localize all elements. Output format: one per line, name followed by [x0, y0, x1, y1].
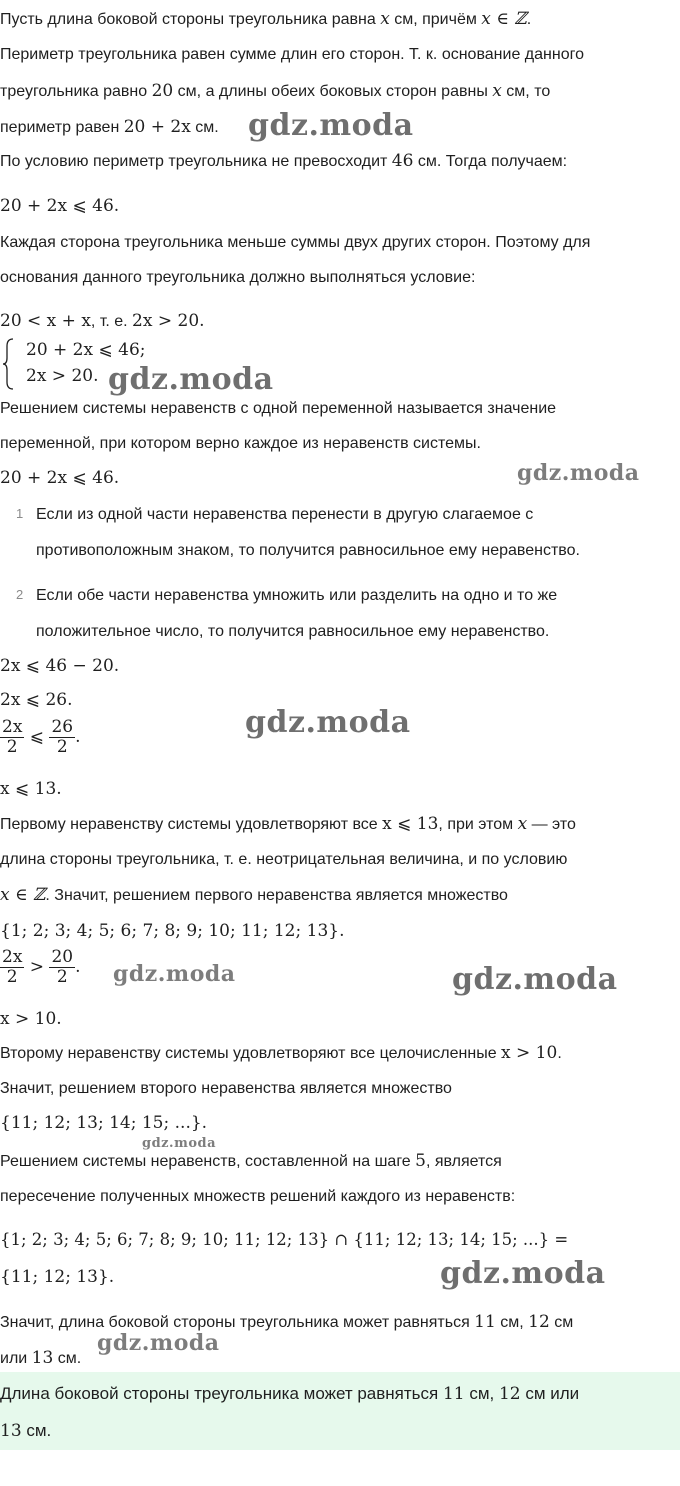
text-line — [0, 1150, 676, 1173]
text-line — [0, 884, 676, 907]
formula: 2x ⩽ 46 − 20. — [0, 656, 120, 676]
math: 11 — [474, 1312, 496, 1332]
math: 12 — [528, 1312, 550, 1332]
text: периметр равен — [0, 119, 124, 136]
text: , является — [425, 1153, 502, 1170]
text: см, — [464, 1384, 499, 1403]
text-line: длина стороны треугольника, т. е. неотрицательная величина, и по условию — [0, 851, 568, 868]
answer-line — [0, 1383, 676, 1405]
text-line — [0, 1042, 676, 1065]
text: Первому неравенству системы удовлетворяют все — [0, 816, 383, 833]
math: 20 + 2x — [123, 117, 191, 137]
text: . Значит, решением первого неравенства является множество — [45, 887, 508, 904]
text: — это — [527, 816, 576, 833]
text: . — [557, 1045, 562, 1062]
answer-line — [0, 1420, 676, 1442]
text: см, а длины обеих боковых сторон равны — [173, 83, 493, 100]
math: ⩽ — [24, 727, 50, 747]
math: 20 < x + x — [0, 311, 91, 331]
text: , т. е. — [90, 313, 133, 330]
formula: {11; 12; 13}. — [0, 1267, 115, 1287]
text: Длина боковой стороны треугольника может равняться — [0, 1384, 443, 1403]
text: Пусть длина боковой стороны треугольника равна — [0, 11, 381, 28]
text: , при этом — [438, 816, 518, 833]
text-line — [0, 150, 676, 173]
watermark: gdz.moda — [97, 1330, 220, 1356]
set: {11; 12; 13; 14; 15; ...}. — [0, 1113, 208, 1133]
text-line: Решением системы неравенств с одной переменной называется значение — [0, 400, 557, 417]
text: . — [526, 11, 532, 28]
text: Второму неравенству системы удовлетворяют все целочисленные — [0, 1045, 502, 1062]
formula: 20 + 2x ⩽ 46. — [0, 196, 120, 216]
math: . — [75, 727, 81, 747]
text-line: переменной, при котором верно каждое из неравенств системы. — [0, 435, 481, 452]
text: см. — [21, 1421, 52, 1440]
text: см или — [520, 1384, 580, 1403]
text: или — [0, 1350, 32, 1367]
formula: x > 10. — [0, 1009, 62, 1029]
math: x > 10 — [501, 1043, 558, 1063]
math: 13 — [31, 1348, 54, 1368]
text: см, то — [501, 83, 551, 100]
watermark: gdz.moda — [248, 108, 414, 143]
math: 46 — [391, 151, 414, 171]
math-var: x — [380, 9, 390, 29]
text-line: пересечение полученных множеств решений каждого из неравенств: — [0, 1188, 516, 1205]
text-line: Периметр треугольника равен сумме длин его сторон. Т. к. основание данного — [0, 46, 584, 63]
system-line-1: 20 + 2x ⩽ 46; — [26, 340, 146, 360]
fraction: $\frac{2x}{2}$ — [2, 717, 23, 758]
watermark: gdz.moda — [142, 1136, 217, 1151]
list-item-line: Если обе части неравенства умножить или разделить на одно и то же — [36, 587, 558, 604]
math: > — [24, 957, 50, 977]
formula: {1; 2; 3; 4; 5; 6; 7; 8; 9; 10; 11; 12; 13} ∩ {11; 12; 13; 14; 15; ...} = — [0, 1230, 569, 1249]
formula: 20 + 2x ⩽ 46. — [0, 468, 120, 488]
math: 20 — [151, 81, 174, 101]
math-var: x — [492, 81, 502, 101]
text: см. Тогда получаем: — [413, 153, 568, 170]
system-line-2: 2x > 20. — [26, 366, 99, 386]
math: 11 — [442, 1384, 465, 1404]
text-line — [0, 80, 676, 103]
watermark: gdz.moda — [113, 961, 236, 987]
watermark: gdz.moda — [452, 962, 618, 997]
text: см — [549, 1314, 574, 1331]
math: 5 — [415, 1151, 426, 1171]
text: Решением системы неравенств, составленной на шаге — [0, 1153, 416, 1170]
list-item-line: положительное число, то получится равносильное ему неравенство. — [36, 623, 550, 640]
text-line — [0, 8, 676, 31]
text-line: Каждая сторона треугольника меньше суммы двух других сторон. Поэтому для — [0, 234, 591, 251]
formula — [0, 310, 676, 333]
set: {1; 2; 3; 4; 5; 6; 7; 8; 9; 10; 11; 12; 13}. — [0, 921, 345, 941]
text-line: основания данного треугольника должно выполняться условие: — [0, 269, 476, 286]
list-number: 2 — [16, 587, 24, 602]
text: см, причём — [389, 11, 482, 28]
text: см. — [53, 1350, 82, 1367]
fraction: $\frac{2x}{2}$ — [2, 947, 23, 988]
watermark: gdz.moda — [245, 705, 411, 740]
math: 2x > 20. — [132, 311, 205, 331]
watermark: gdz.moda — [440, 1256, 606, 1291]
math: 12 — [498, 1384, 521, 1404]
text: По условию периметр треугольника не превосходит — [0, 153, 392, 170]
text: см. — [190, 119, 219, 136]
watermark: gdz.moda — [108, 362, 274, 397]
math: . — [75, 957, 81, 977]
math: x ∈ ℤ — [481, 9, 527, 29]
watermark: gdz.moda — [517, 460, 640, 486]
text: см, — [495, 1314, 529, 1331]
fraction: $\frac{20}{2}$ — [51, 947, 74, 988]
formula: 2x ⩽ 26. — [0, 690, 73, 710]
math: x ⩽ 13 — [382, 814, 439, 834]
math: x ∈ ℤ — [0, 885, 46, 905]
math: 13 — [0, 1421, 22, 1441]
math-var: x — [517, 814, 528, 834]
text-line: Значит, решением второго неравенства является множество — [0, 1080, 452, 1097]
formula: x ⩽ 13. — [0, 779, 62, 799]
text: треугольника равно — [0, 83, 152, 100]
fraction: $\frac{26}{2}$ — [51, 717, 74, 758]
text-line — [0, 813, 676, 836]
text: Значит, длина боковой стороны треугольника может равняться — [0, 1314, 475, 1331]
list-number: 1 — [16, 506, 24, 521]
list-item-line: Если из одной части неравенства перенести в другую слагаемое с — [36, 506, 534, 523]
system-brace — [2, 338, 14, 390]
list-item-line: противоположным знаком, то получится равносильное ему неравенство. — [36, 542, 580, 559]
